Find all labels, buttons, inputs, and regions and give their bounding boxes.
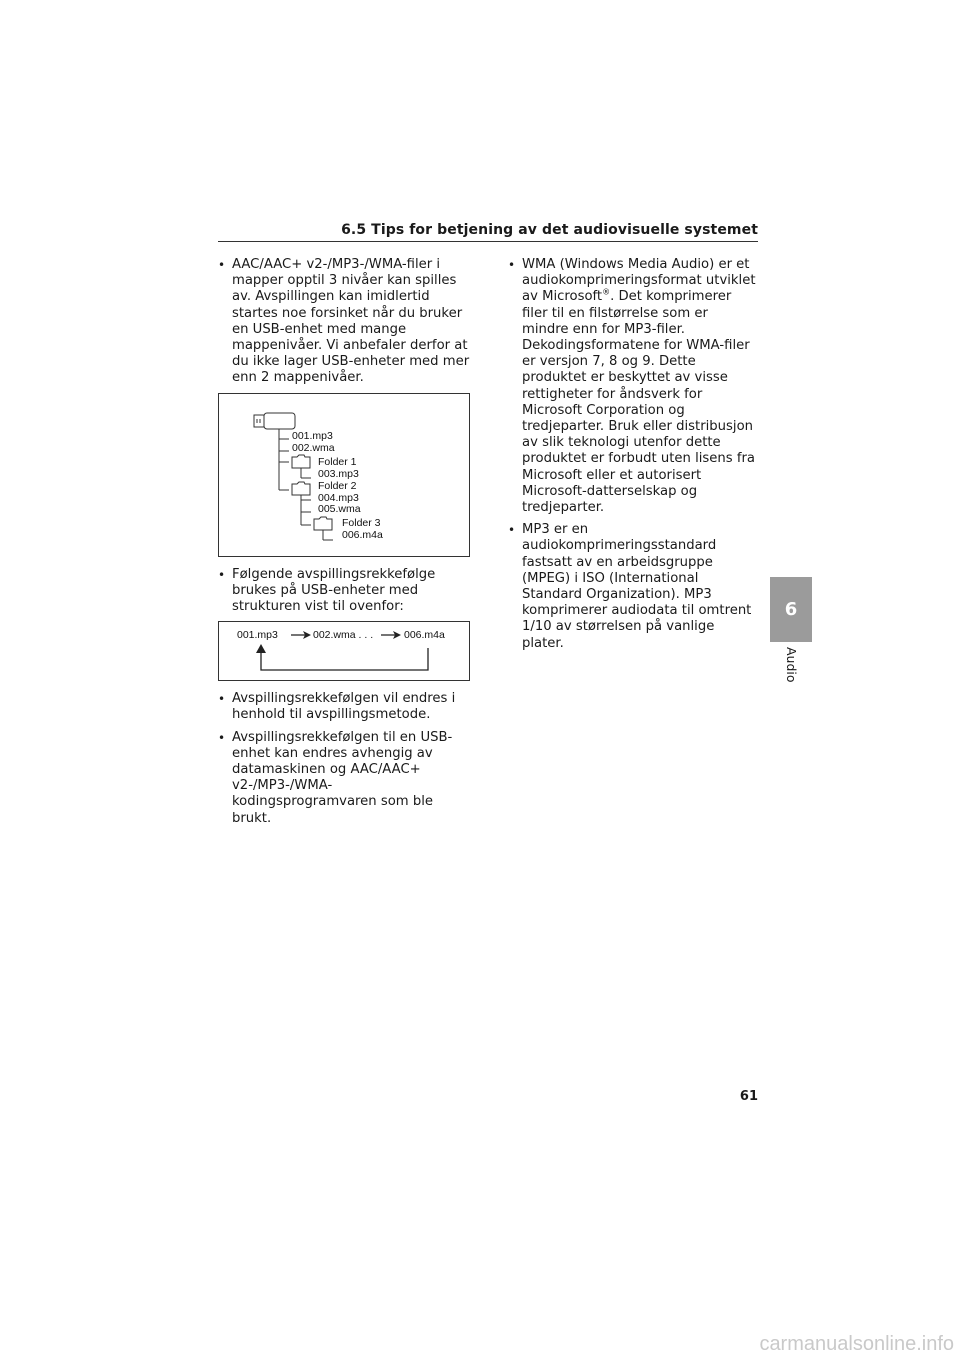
wma-text-part1: WMA (Windows Media Audio) er et audiokomprimeringsformat utviklet av Microsoft	[522, 257, 756, 305]
bullet-encoding-software: • Avspillingsrekkefølgen til en USB-enhet kan endres avhengig av datamaskinen og AAC/AAC+ v2-/MP3-/WMA-kodingsprogramvaren som ble brukt.	[218, 730, 470, 827]
chapter-tab: 6	[770, 577, 812, 642]
right-column	[508, 257, 758, 658]
wma-text-part2: . Det komprimerer filer til en filstørrelse som er mindre enn for MP3-filer. Dekodingsformatene for WMA-filer er versjon 7, 8 og 9. Dette produktet er beskyttet av visse rettigheter for åndsverk for Microsoft Corporation og tredjeparter. Bruk eller distribusjon av slik teknologi utenfor dette produktet er forbudt uten lisens fra Microsoft eller et autorisert Microsoft-datterselskap og tredjeparter.	[522, 289, 755, 516]
tree-file-002: 002.wma	[292, 441, 335, 454]
folder-tree-figure	[218, 393, 470, 557]
section-header: 6.5 Tips for betjening av det audiovisuelle systemet	[341, 222, 758, 238]
tree-file-005: 005.wma	[318, 502, 361, 515]
tree-file-006: 006.m4a	[342, 528, 383, 541]
bullet-playback-order: • Følgende avspillingsrekkefølge brukes på USB-enheter med strukturen vist til ovenfor:	[218, 567, 470, 616]
watermark: carmanualsonline.info	[759, 1333, 954, 1355]
left-column	[218, 257, 470, 833]
page-number: 61	[739, 1089, 758, 1104]
tree-file-004: 004.mp3	[318, 491, 359, 504]
order-last-file: 006.m4a	[404, 629, 445, 642]
playback-order-figure	[218, 621, 470, 681]
bullet-mp3-info: • MP3 er en audiokomprimeringsstandard fastsatt av en arbeidsgruppe (MPEG) i ISO (International Standard Organization). MP3 komprimerer audiodata til omtrent 1/10 av størrelsen på vanlige plater.	[508, 522, 758, 652]
bullet-wma-info	[508, 257, 758, 516]
header-divider	[218, 241, 758, 242]
tree-folder-3: Folder 3	[342, 516, 381, 529]
bullet-playback-method: • Avspillingsrekkefølgen vil endres i henhold til avspillingsmetode.	[218, 691, 470, 723]
bullet-folder-levels: • AAC/AAC+ v2-/MP3-/WMA-filer i mapper opptil 3 nivåer kan spilles av. Avspillingen kan imidlertid startes noe forsinket når du bruker en USB-enhet med mange mappenivåer. Vi anbefaler derfor at du ikke lager USB-enheter med mer enn 2 mappenivåer.	[218, 257, 470, 387]
order-first-file: 001.mp3	[237, 629, 278, 642]
registered-mark: ®	[602, 288, 611, 298]
chapter-label: Audio	[784, 647, 799, 683]
tree-file-003: 003.mp3	[318, 467, 359, 480]
tree-folder-2: Folder 2	[318, 479, 357, 492]
tree-file-001: 001.mp3	[292, 429, 333, 442]
order-middle-files: 002.wma . . .	[313, 629, 374, 642]
tree-folder-1: Folder 1	[318, 455, 357, 468]
